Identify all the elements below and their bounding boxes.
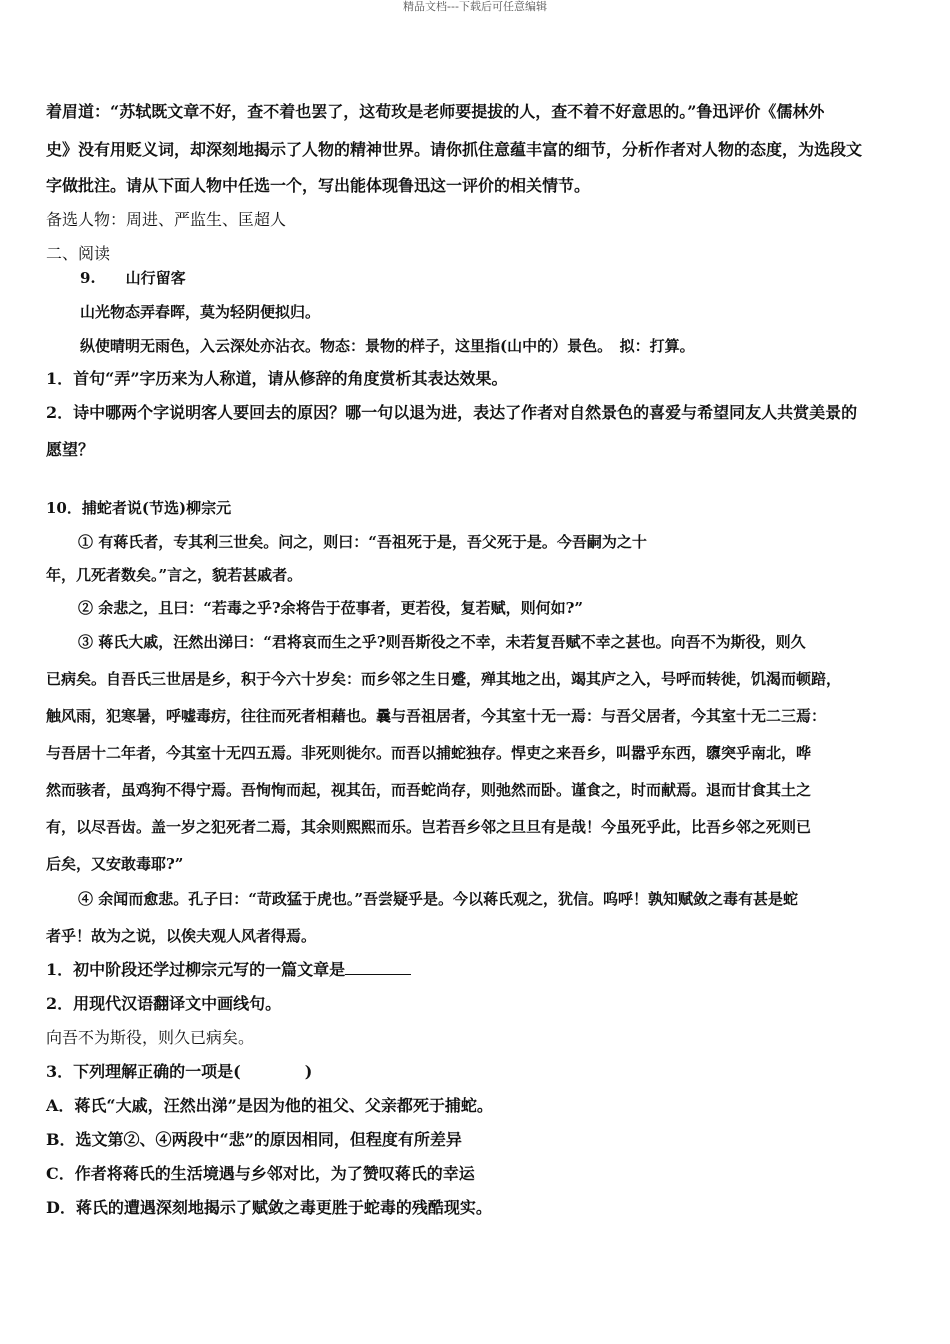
q9-subquestion-2: 2．诗中哪两个字说明客人要回去的原因？哪一句以退为进，表达了作者对自然景色的喜爱与希望同友人共赏美景的	[46, 403, 858, 422]
q10-para-4a: ④ 余闻而愈悲。孔子曰：“苛政猛于虎也。”吾尝疑乎是。今以蒋氏观之，犹信。呜呼！孰知赋敛之毒有甚是蛇	[78, 890, 798, 908]
intro-line-1: 着眉道：“苏轼既文章不好，查不着也罢了，这荀玫是老师要提拔的人，查不着不好意思的。”鲁迅评价《儒林外	[46, 102, 825, 121]
q10-para-2: ② 余悲之，且曰：“若毒之乎?余将告于莅事者，更若役，复若赋，则何如?”	[78, 599, 584, 617]
q9-subquestion-2-cont: 愿望？	[46, 440, 95, 459]
q10-para-3-line-7: 后矣，又安敢毒耶?”	[46, 855, 184, 873]
q10-subquestion-1	[46, 960, 411, 980]
q9-subquestion-1: 1．首句“弄”字历来为人称道，请从修辞的角度赏析其表达效果。	[46, 369, 508, 388]
q10-para-3-line-2: 已病矣。自吾氏三世居是乡，积于今六十岁矣：而乡邻之生日蹙，殚其地之出，竭其庐之入，号呼而转徙，饥渴而顿踣，	[46, 670, 842, 688]
q10-para-1b: 年，几死者数矣。”言之，貌若甚戚者。	[46, 566, 303, 584]
intro-line-2: 史》没有用贬义词，却深刻地揭示了人物的精神世界。请你抓住意蕴丰富的细节，分析作者对人物的态度，为选段文	[46, 140, 863, 159]
q10-para-3-line-5: 然而骇者，虽鸡狗不得宁焉。吾恂恂而起，视其缶，而吾蛇尚存，则弛然而卧。谨食之，时而献焉。退而甘食其土之	[46, 781, 812, 799]
q10-option-d: D．蒋氏的遭遇深刻地揭示了赋敛之毒更胜于蛇毒的残酷现实。	[46, 1198, 492, 1217]
q9-poem-line-1: 山光物态弄春晖，莫为轻阴便拟归。	[80, 303, 321, 321]
q10-para-3-line-3: 触风雨，犯寒暑，呼嘘毒疠，往往而死者相藉也。曩与吾祖居者，今其室十无一焉：与吾父居者，今其室十无二三焉：	[46, 707, 827, 725]
page-header: 精品文档---下载后可任意编辑	[403, 0, 547, 13]
candidate-characters: 备选人物：周进、严监生、匡超人	[46, 210, 287, 229]
section-heading-reading: 二、阅读	[46, 244, 111, 263]
q10-para-1a: ① 有蒋氏者，专其利三世矣。问之，则曰：“吾祖死于是，吾父死于是。今吾嗣为之十	[78, 533, 647, 551]
q10-para-4b: 者乎！故为之说，以俟夫观人风者得焉。	[46, 927, 317, 945]
q10-subquestion-1-text: 1．初中阶段还学过柳宗元写的一篇文章是	[46, 960, 346, 979]
q9-poem-line-2: 纵使晴明无雨色，入云深处亦沾衣。物态：景物的样子，这里指(山中的）景色。 拟：打算。	[80, 337, 695, 355]
q10-para-3-line-6: 有，以尽吾齿。盖一岁之犯死者二焉，其余则熙熙而乐。岂若吾乡邻之旦旦有是哉！今虽死乎此，比吾乡邻之死则已	[46, 818, 812, 836]
q10-underlined-sentence: 向吾不为斯役，则久已病矣。	[46, 1028, 255, 1047]
q10-para-3-line-1: ③ 蒋氏大戚，汪然出涕曰：“君将哀而生之乎?则吾斯役之不幸，未若复吾赋不幸之甚也。向吾不为斯役，则久	[78, 633, 806, 651]
q10-subquestion-3: 3．下列理解正确的一项是( )	[46, 1062, 313, 1081]
q10-option-c: C．作者将蒋氏的生活境遇与乡邻对比，为了赞叹蒋氏的幸运	[46, 1164, 475, 1183]
q10-title: 10．捕蛇者说(节选)柳宗元	[46, 499, 232, 517]
q10-option-a: A．蒋氏“大戚，汪然出涕”是因为他的祖父、父亲都死于捕蛇。	[46, 1096, 493, 1115]
q10-option-b: B．选文第②、④两段中“悲”的原因相同，但程度有所差异	[46, 1130, 462, 1149]
q10-subquestion-2: 2．用现代汉语翻译文中画线句。	[46, 994, 282, 1013]
answer-blank	[345, 960, 411, 975]
q10-para-3-line-4: 与吾居十二年者，今其室十无四五焉。非死则徙尔。而吾以捕蛇独存。悍吏之来吾乡，叫嚣乎东西，隳突乎南北，哗	[46, 744, 812, 762]
intro-line-3: 字做批注。请从下面人物中任选一个，写出能体现鲁迅这一评价的相关情节。	[46, 176, 591, 195]
q9-title: 9. 山行留客	[80, 269, 186, 287]
